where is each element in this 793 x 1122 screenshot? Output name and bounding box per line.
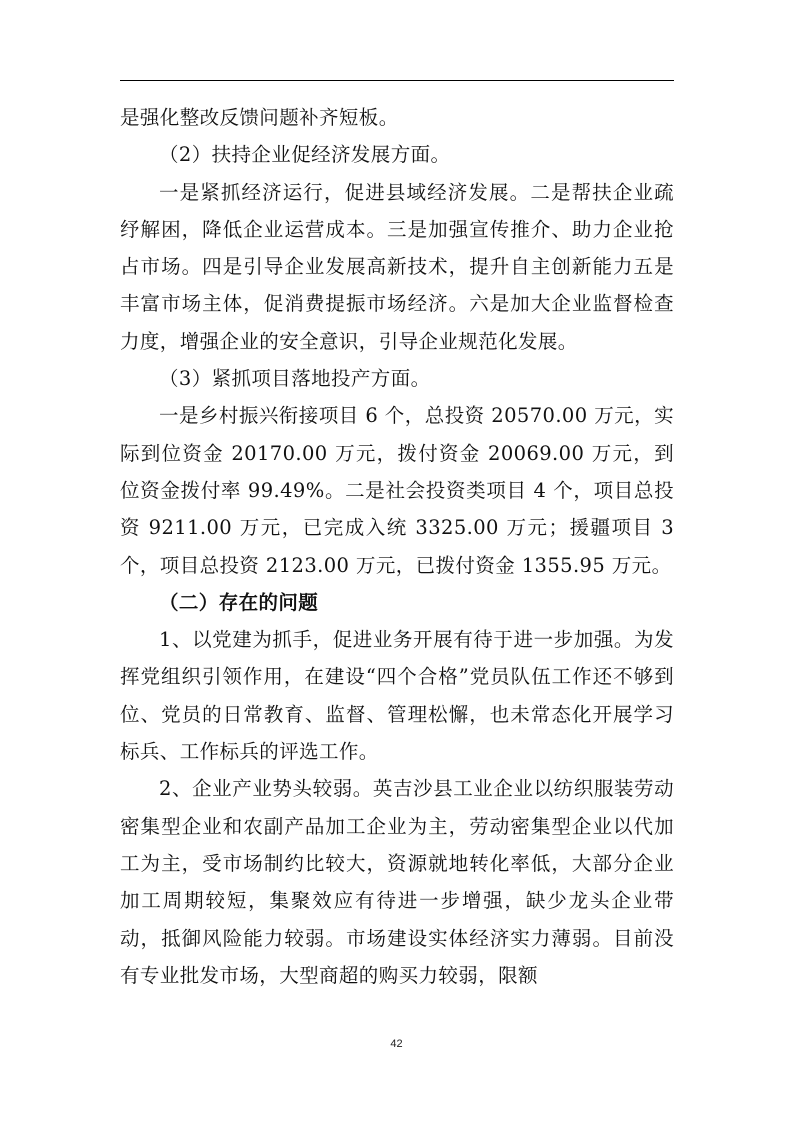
section-heading-existing-problems: （二）存在的问题 bbox=[159, 590, 319, 614]
paragraph-continuation: 是强化整改反馈问题补齐短板。 bbox=[120, 106, 399, 129]
document-body bbox=[120, 99, 674, 994]
header-rule bbox=[120, 80, 674, 81]
subheading-project-implementation: （3）紧抓项目落地投产方面。 bbox=[159, 367, 431, 391]
paragraph-problem-1: 1、以党建为抓手，促进业务开展有待于进一步加强。为发挥党组织引领作用，在建设“四个合格”党员队伍工作还不够到位、党员的日常教育、监督、管理松懈，也未常态化开展学习标兵、工作标兵的评选工作。 bbox=[120, 628, 674, 764]
paragraph-project-implementation: 一是乡村振兴衔接项目 6 个，总投资 20570.00 万元，实际到位资金 20170.00 万元，拨付资金 20069.00 万元，到位资金拨付率 99.49%。二是社会投资类项目 4 个，项目总投资 9211.00 万元，已完成入统 3325.00 万元；援疆项目 3 个，项目总投资 2123.00 万元，已拨付资金 1355.95 万元。 bbox=[120, 404, 674, 577]
page-number: 42 bbox=[390, 1038, 403, 1050]
subheading-enterprise-support: （2）扶持企业促经济发展方面。 bbox=[159, 143, 451, 167]
paragraph-problem-2: 2、企业产业势头较弱。英吉沙县工业企业以纺织服装劳动密集型企业和农副产品加工企业为主，劳动密集型企业以代加工为主，受市场制约比较大，资源就地转化率低，大部分企业加工周期较短，集聚效应有待进一步增强，缺少龙头企业带动，抵御风险能力较弱。市场建设实体经济实力薄弱。目前没有专业批发市场，大型商超的购买力较弱，限额 bbox=[120, 777, 674, 987]
paragraph-enterprise-support: 一是紧抓经济运行，促进县域经济发展。二是帮扶企业疏纾解困，降低企业运营成本。三是加强宣传推介、助力企业抢占市场。四是引导企业发展高新技术，提升自主创新能力五是丰富市场主体，促消费提振市场经济。六是加大企业监督检查力度，增强企业的安全意识，引导企业规范化发展。 bbox=[120, 180, 674, 353]
